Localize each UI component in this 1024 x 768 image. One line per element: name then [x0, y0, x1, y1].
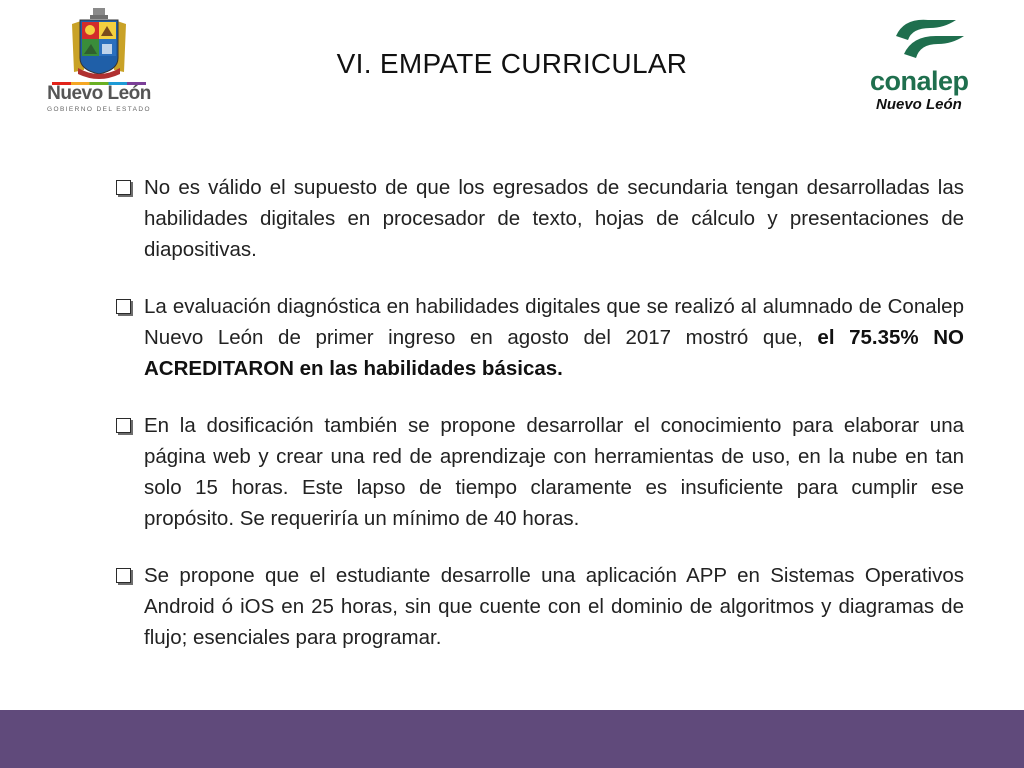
- bullet-text: En la dosificación también se propone desarrollar el conocimiento para elaborar una página web y crear una red de aprendizaje con herramientas de uso, en la nube en tan solo 15 horas. Este lapso de tiempo claramente es insuficiente para cumplir ese propósito. Se requeriría un mínimo de 40 horas.: [144, 414, 964, 530]
- checkbox-bullet-icon: [116, 180, 131, 195]
- bullet-text: La evaluación diagnóstica en habilidades digitales que se realizó al alumnado de Conalep Nuevo León de primer ingreso en agosto del 2017 mostró que,: [144, 295, 964, 349]
- page-title: VI. EMPATE CURRICULAR: [336, 48, 688, 79]
- bullet-text: Se propone que el estudiante desarrolle una aplicación APP en Sistemas Operativos Android ó iOS en 25 horas, sin que cuente con el dominio de algoritmos y diagramas de flujo; esenciales para programar.: [144, 564, 964, 649]
- footer-bar: [0, 710, 1024, 768]
- bullet-item: [110, 172, 964, 265]
- checkbox-bullet-icon: [116, 299, 131, 314]
- conalep-emblem-icon: [864, 14, 994, 66]
- nuevo-leon-wordmark: Nuevo León: [47, 83, 151, 104]
- bullet-bold-text: el 75.35% NO ACREDITARON en las habilidades básicas.: [144, 326, 964, 380]
- bullet-item: [110, 291, 964, 384]
- conalep-subtitle: Nuevo León: [876, 96, 962, 113]
- bullet-item: [110, 560, 964, 653]
- checkbox-bullet-icon: [116, 568, 131, 583]
- conalep-logo: [864, 14, 994, 114]
- bullet-item: [110, 410, 964, 534]
- bullet-list: [110, 172, 964, 679]
- checkbox-bullet-icon: [116, 418, 131, 433]
- coat-of-arms-icon: [44, 6, 154, 84]
- nuevo-leon-logo: [44, 6, 154, 120]
- nuevo-leon-subtitle: GOBIERNO DEL ESTADO: [47, 106, 151, 113]
- conalep-wordmark: conalep: [870, 66, 969, 96]
- bullet-text: No es válido el supuesto de que los egresados de secundaria tengan desarrolladas las habilidades digitales en procesador de texto, hojas de cálculo y presentaciones de diapositivas.: [144, 176, 964, 261]
